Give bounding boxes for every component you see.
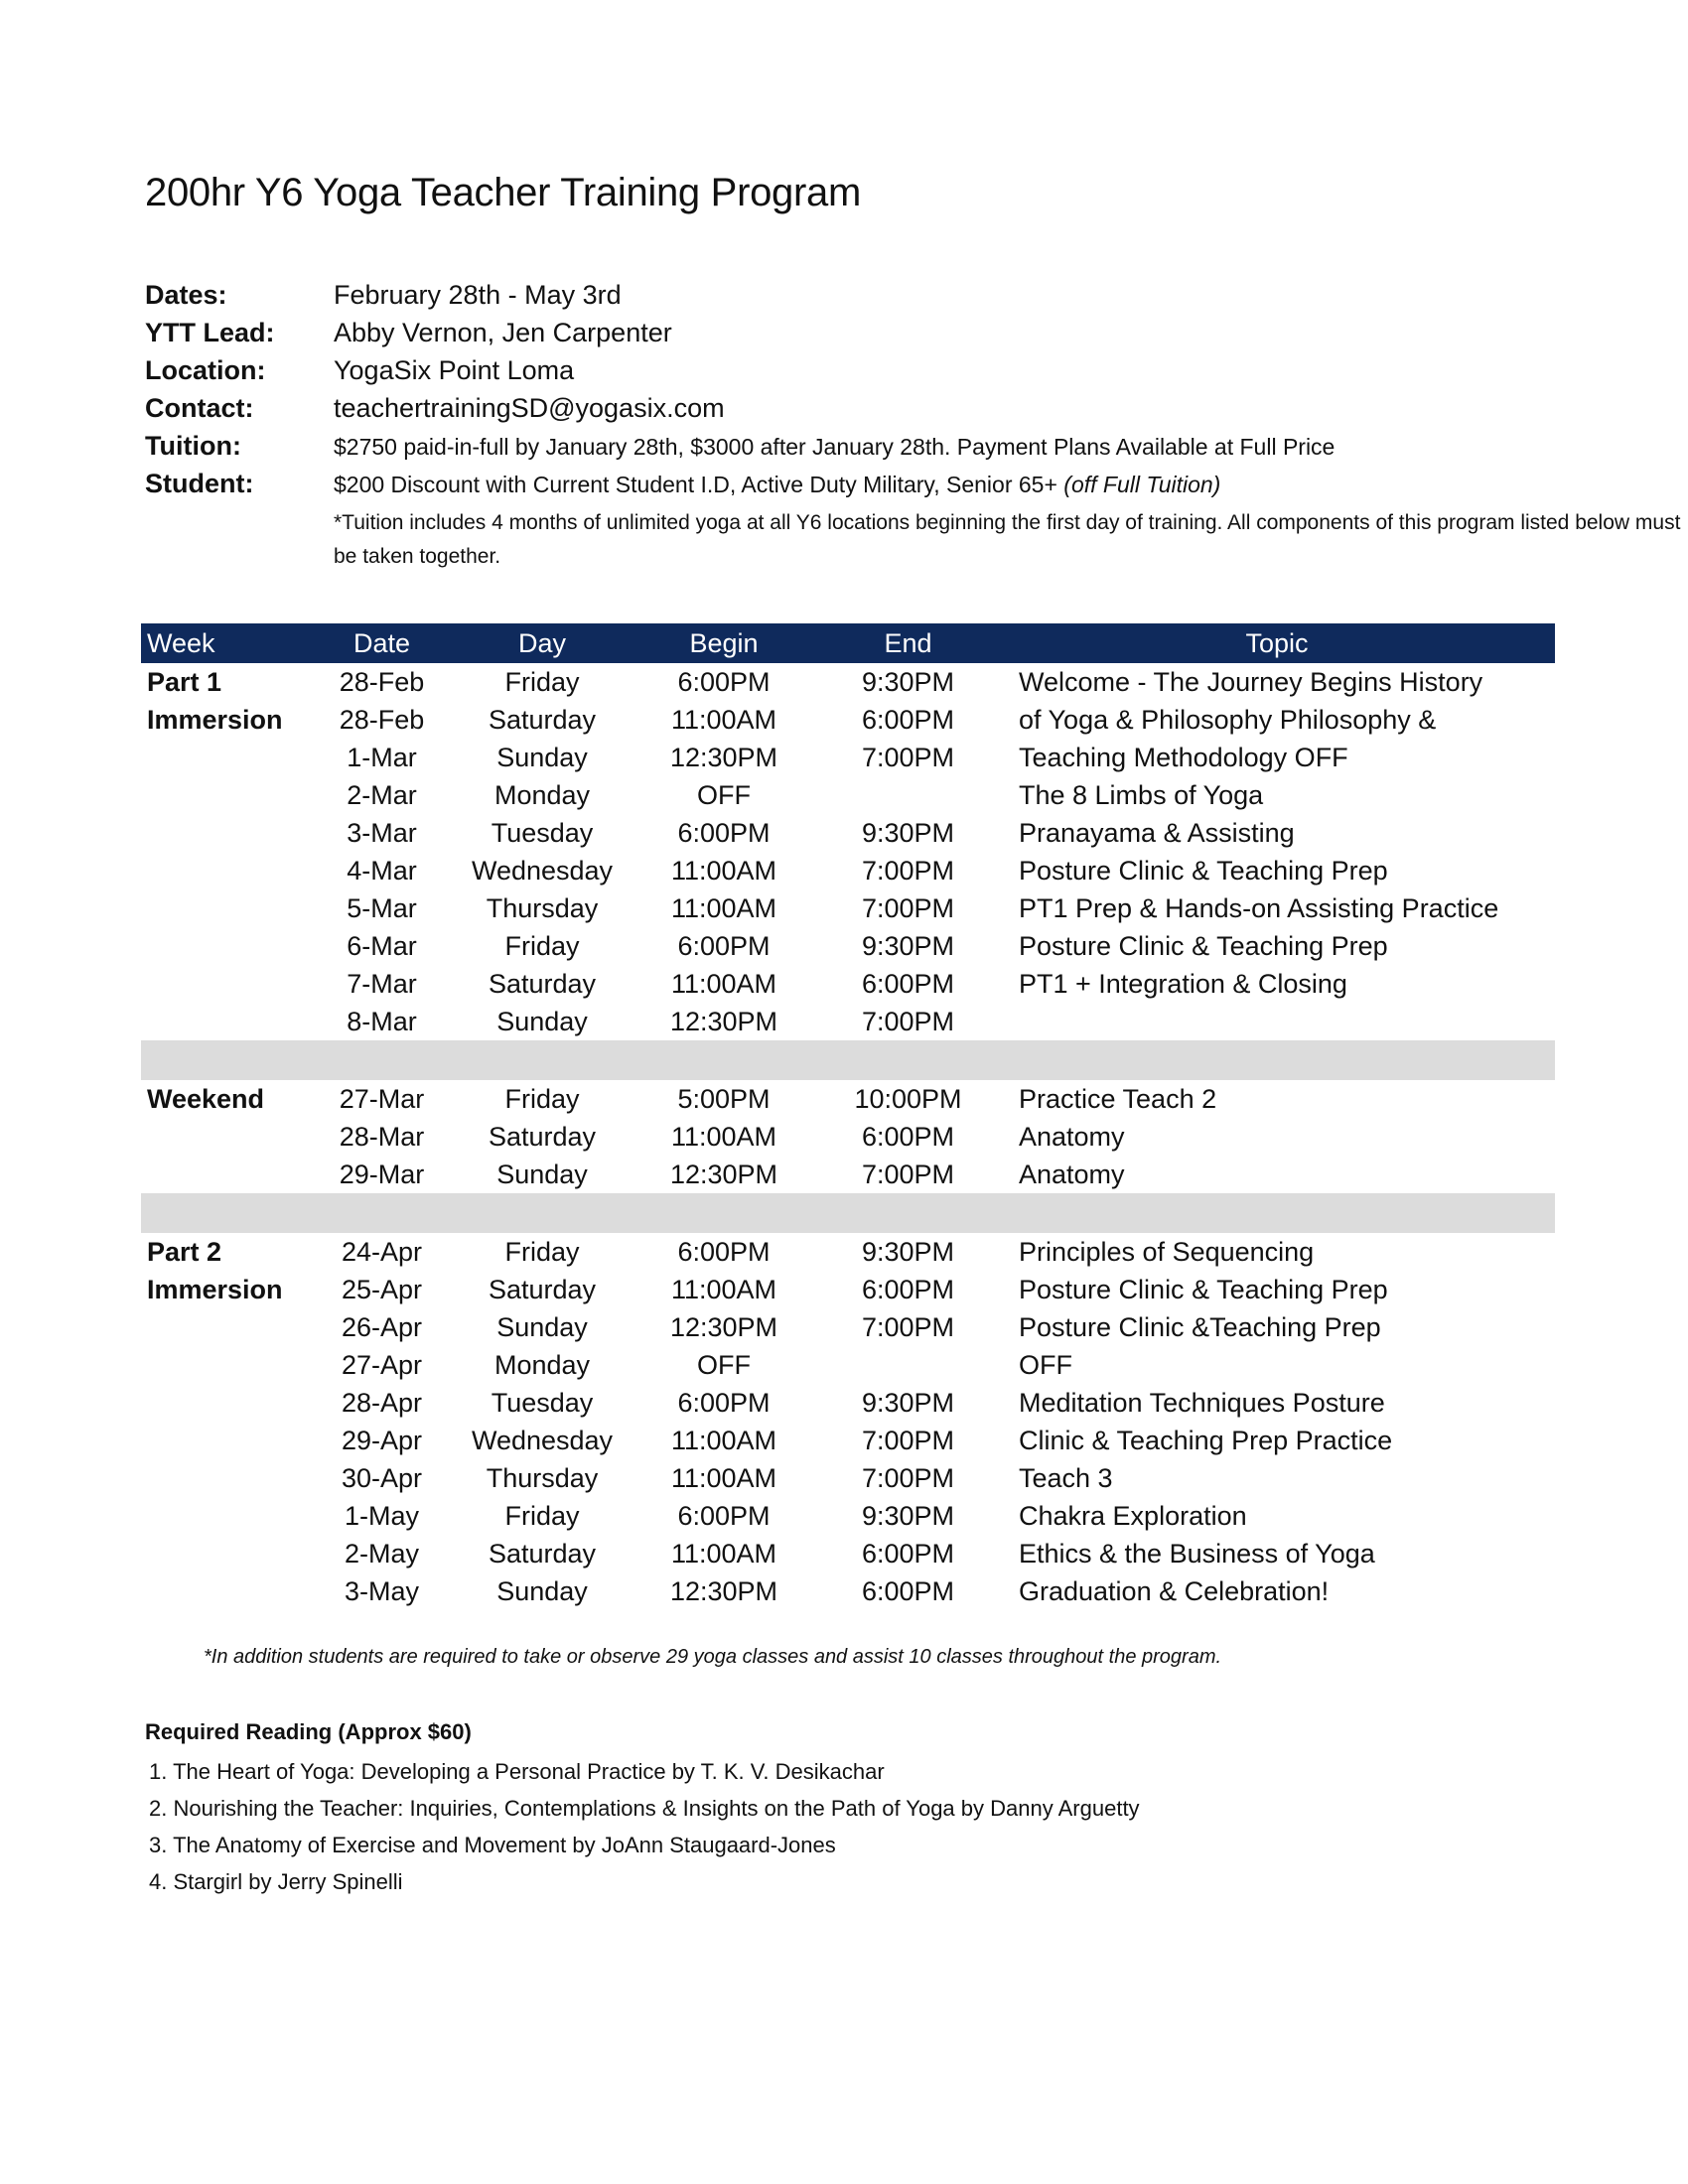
cell-day: Sunday (496, 1006, 588, 1036)
cell-begin: 11:00AM (670, 968, 777, 999)
cell-week: Part 2 (147, 1236, 222, 1267)
cell-end: 7:00PM (861, 1159, 955, 1189)
info-row-dates (145, 280, 1555, 318)
reading-title: Required Reading (Approx $60) (145, 1719, 472, 1744)
cell-date: 6-Mar (347, 930, 417, 961)
cell-topic: OFF (1019, 1349, 1072, 1380)
cell-date: 27-Apr (341, 1349, 423, 1380)
cell-begin: 12:30PM (669, 742, 778, 772)
cell-end: 7:00PM (861, 1462, 955, 1493)
table-row (141, 1572, 1555, 1610)
cell-begin: 6:00PM (677, 1236, 771, 1267)
cell-topic: Chakra Exploration (1019, 1500, 1247, 1531)
cell-date: 8-Mar (347, 1006, 417, 1036)
cell-topic: Meditation Techniques Posture (1019, 1387, 1385, 1418)
cell-end: 9:30PM (861, 1500, 955, 1531)
cell-topic: Principles of Sequencing (1019, 1236, 1315, 1267)
table-row (141, 1384, 1555, 1422)
cell-begin: OFF (697, 1349, 751, 1380)
schedule-table (141, 623, 1555, 1610)
contact-label: Contact: (145, 393, 254, 423)
table-row (141, 1308, 1555, 1346)
cell-date: 3-Mar (347, 817, 417, 848)
lead-value: Abby Vernon, Jen Carpenter (334, 318, 672, 347)
cell-date: 2-May (344, 1538, 419, 1569)
table-row (141, 1233, 1555, 1271)
page-title: 200hr Y6 Yoga Teacher Training Program (145, 171, 861, 214)
cell-begin: 5:00PM (677, 1083, 771, 1114)
cell-end: 9:30PM (861, 817, 955, 848)
cell-day: Saturday (488, 1121, 597, 1152)
cell-day: Friday (504, 1236, 580, 1267)
cell-end: 7:00PM (861, 1006, 955, 1036)
table-row (141, 663, 1555, 701)
cell-begin: 11:00AM (670, 1462, 777, 1493)
cell-day: Sunday (496, 742, 588, 772)
cell-day: Wednesday (471, 855, 614, 886)
table-row (141, 1003, 1555, 1040)
cell-date: 28-Feb (339, 704, 425, 735)
table-row (141, 1346, 1555, 1384)
schedule-header (141, 623, 1555, 663)
student-discount-text: $200 Discount with Current Student I.D, Active Duty Military, Senior 65+ (334, 472, 1057, 497)
cell-date: 7-Mar (347, 968, 417, 999)
cell-week: Weekend (147, 1083, 265, 1114)
cell-topic: PT1 + Integration & Closing (1019, 968, 1347, 999)
cell-end: 6:00PM (861, 968, 955, 999)
cell-day: Friday (504, 1500, 580, 1531)
cell-day: Saturday (488, 968, 597, 999)
cell-begin: 11:00AM (670, 892, 777, 923)
table-row (141, 1271, 1555, 1308)
cell-day: Friday (504, 666, 580, 697)
reading-item: 2. Nourishing the Teacher: Inquiries, Contemplations & Insights on the Path of Yoga by Danny Arguetty (149, 1796, 1140, 1821)
cell-end: 6:00PM (861, 1274, 955, 1304)
cell-week: Immersion (147, 1274, 283, 1304)
info-row-location (145, 355, 1555, 393)
cell-date: 4-Mar (347, 855, 417, 886)
cell-topic: Posture Clinic & Teaching Prep (1019, 1274, 1388, 1304)
cell-end: 9:30PM (861, 1387, 955, 1418)
cell-begin: 11:00AM (670, 855, 777, 886)
table-row (141, 852, 1555, 889)
cell-date: 25-Apr (341, 1274, 423, 1304)
cell-date: 29-Apr (341, 1425, 423, 1455)
student-label: Student: (145, 469, 254, 498)
location-value: YogaSix Point Loma (334, 355, 575, 385)
cell-day: Wednesday (471, 1425, 614, 1455)
cell-topic: Practice Teach 2 (1019, 1083, 1217, 1114)
cell-day: Monday (493, 779, 591, 810)
cell-day: Thursday (486, 1462, 599, 1493)
tuition-value: $2750 paid-in-full by January 28th, $3000 after January 28th. Payment Plans Available at Full Price (334, 434, 1336, 460)
cell-day: Friday (504, 930, 580, 961)
table-row (141, 927, 1555, 965)
cell-topic: PT1 Prep & Hands-on Assisting Practice (1019, 892, 1499, 923)
cell-topic: Posture Clinic & Teaching Prep (1019, 855, 1388, 886)
section-divider (141, 1040, 1555, 1080)
cell-topic: The 8 Limbs of Yoga (1019, 779, 1264, 810)
cell-date: 24-Apr (341, 1236, 423, 1267)
cell-end: 9:30PM (861, 1236, 955, 1267)
table-row (141, 814, 1555, 852)
cell-date: 29-Mar (339, 1159, 425, 1189)
cell-begin: 6:00PM (677, 1387, 771, 1418)
cell-begin: 11:00AM (670, 704, 777, 735)
cell-date: 5-Mar (347, 892, 417, 923)
part2-section (141, 1233, 1555, 1610)
table-row (141, 739, 1555, 776)
cell-day: Sunday (496, 1575, 588, 1606)
cell-begin: 6:00PM (677, 930, 771, 961)
cell-begin: 12:30PM (669, 1311, 778, 1342)
cell-begin: 12:30PM (669, 1575, 778, 1606)
cell-day: Sunday (496, 1311, 588, 1342)
table-row (141, 701, 1555, 739)
table-row (141, 776, 1555, 814)
footnote: *In addition students are required to take or observe 29 yoga classes and assist 10 classes throughout the program. (204, 1646, 1222, 1668)
table-row (141, 1535, 1555, 1572)
cell-topic: Posture Clinic & Teaching Prep (1019, 930, 1388, 961)
cell-date: 28-Apr (341, 1387, 423, 1418)
cell-day: Tuesday (491, 817, 594, 848)
cell-day: Sunday (496, 1159, 588, 1189)
cell-topic: Graduation & Celebration! (1019, 1575, 1330, 1606)
cell-day: Saturday (488, 704, 597, 735)
cell-end: 6:00PM (861, 1121, 955, 1152)
header-topic: Topic (1245, 627, 1309, 658)
cell-begin: 11:00AM (670, 1274, 777, 1304)
cell-begin: 6:00PM (677, 1500, 771, 1531)
dates-value: February 28th - May 3rd (334, 280, 622, 310)
reading-item: 4. Stargirl by Jerry Spinelli (149, 1869, 403, 1894)
required-reading (145, 1719, 1140, 1900)
dates-label: Dates: (145, 280, 227, 310)
header-begin: Begin (689, 627, 759, 658)
info-row-student (145, 469, 1555, 506)
table-row (141, 1497, 1555, 1535)
cell-date: 1-Mar (347, 742, 417, 772)
cell-end: 9:30PM (861, 666, 955, 697)
cell-begin: 12:30PM (669, 1006, 778, 1036)
location-label: Location: (145, 355, 266, 385)
cell-topic: Posture Clinic &Teaching Prep (1019, 1311, 1381, 1342)
cell-day: Monday (493, 1349, 591, 1380)
reading-item: 1. The Heart of Yoga: Developing a Personal Practice by T. K. V. Desikachar (149, 1759, 885, 1784)
cell-end: 7:00PM (861, 892, 955, 923)
cell-date: 26-Apr (341, 1311, 423, 1342)
cell-date: 27-Mar (339, 1083, 425, 1114)
table-row (141, 1080, 1555, 1118)
cell-day: Saturday (488, 1538, 597, 1569)
cell-week: Immersion (147, 704, 283, 735)
section-divider (141, 1193, 1555, 1233)
student-discount-note: (off Full Tuition) (1063, 472, 1221, 497)
student-value (334, 472, 1220, 498)
cell-day: Tuesday (491, 1387, 594, 1418)
tuition-label: Tuition: (145, 431, 241, 461)
cell-end: 6:00PM (861, 1538, 955, 1569)
tuition-note: *Tuition includes 4 months of unlimited yoga at all Y6 locations beginning the first day of training. All components of this program listed below must be taken together. (334, 511, 1681, 568)
cell-topic: of Yoga & Philosophy Philosophy & (1019, 704, 1437, 735)
cell-topic: Anatomy (1019, 1159, 1125, 1189)
part1-section (141, 663, 1555, 1040)
cell-end: 6:00PM (861, 1575, 955, 1606)
cell-end: 7:00PM (861, 1425, 955, 1455)
cell-topic: Ethics & the Business of Yoga (1019, 1538, 1375, 1569)
table-row (141, 1459, 1555, 1497)
cell-date: 28-Feb (339, 666, 425, 697)
cell-begin: 6:00PM (677, 666, 771, 697)
info-row-tuition (145, 431, 1555, 469)
table-row (141, 1156, 1555, 1193)
cell-topic: Anatomy (1019, 1121, 1125, 1152)
program-info (145, 280, 1681, 574)
cell-topic: Teach 3 (1019, 1462, 1113, 1493)
info-row-lead (145, 318, 1555, 355)
cell-topic: Pranayama & Assisting (1019, 817, 1295, 848)
header-date: Date (352, 627, 411, 658)
cell-end: 7:00PM (861, 742, 955, 772)
cell-begin: 11:00AM (670, 1538, 777, 1569)
header-week: Week (147, 627, 215, 658)
contact-email-link[interactable]: teachertrainingSD@yogasix.com (334, 393, 725, 423)
table-row (141, 965, 1555, 1003)
header-day: Day (517, 627, 566, 658)
reading-item: 3. The Anatomy of Exercise and Movement by JoAnn Staugaard-Jones (149, 1833, 836, 1857)
cell-begin: 12:30PM (669, 1159, 778, 1189)
cell-end: 9:30PM (861, 930, 955, 961)
weekend-section (141, 1080, 1555, 1193)
cell-end: 10:00PM (854, 1083, 962, 1114)
cell-date: 3-May (344, 1575, 419, 1606)
cell-day: Saturday (488, 1274, 597, 1304)
cell-week: Part 1 (147, 666, 222, 697)
cell-topic: Clinic & Teaching Prep Practice (1019, 1425, 1393, 1455)
cell-topic: Welcome - The Journey Begins History (1019, 666, 1483, 697)
cell-day: Thursday (486, 892, 599, 923)
table-row (141, 889, 1555, 927)
cell-date: 30-Apr (341, 1462, 423, 1493)
lead-label: YTT Lead: (145, 318, 275, 347)
info-row-contact (145, 393, 1555, 431)
cell-date: 2-Mar (347, 779, 417, 810)
header-end: End (884, 627, 932, 658)
cell-end: 6:00PM (861, 704, 955, 735)
cell-date: 28-Mar (339, 1121, 425, 1152)
cell-begin: 11:00AM (670, 1121, 777, 1152)
table-row (141, 1118, 1555, 1156)
cell-begin: 11:00AM (670, 1425, 777, 1455)
cell-end: 7:00PM (861, 1311, 955, 1342)
table-row (141, 1422, 1555, 1459)
cell-topic: Teaching Methodology OFF (1019, 742, 1348, 772)
cell-date: 1-May (344, 1500, 419, 1531)
cell-end: 7:00PM (861, 855, 955, 886)
cell-begin: OFF (697, 779, 751, 810)
cell-begin: 6:00PM (677, 817, 771, 848)
cell-day: Friday (504, 1083, 580, 1114)
